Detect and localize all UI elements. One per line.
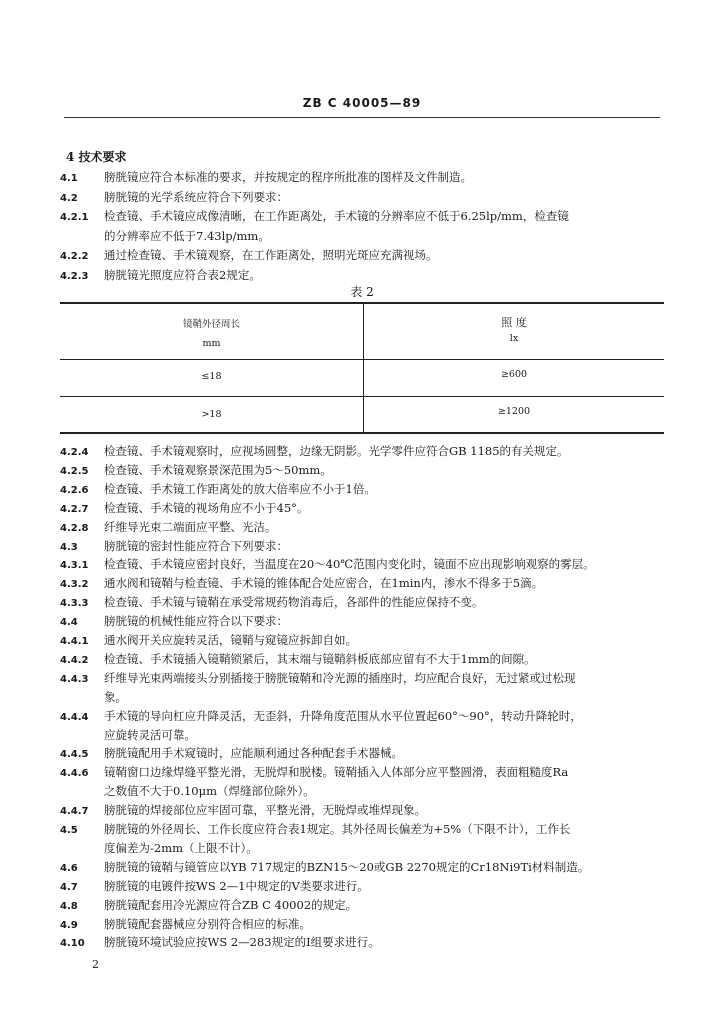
clause-text: 膀胱镜的镜鞘与镜管应以YB 717规定的BZN15～20或GB 2270规定的Cr18Ni9Ti材料制造。 <box>104 859 590 874</box>
table-header-rule <box>60 359 664 360</box>
clause-number: 4.10 <box>60 938 85 950</box>
clause-text: 膀胱镜的密封性能应符合下列要求： <box>104 538 288 553</box>
clause-text: 检查镜、手术镜应密封良好，当温度在20～40℃范围内变化时，镜面不应出现影响观察的雾层。 <box>104 557 595 572</box>
clause-text: 膀胱镜的电镀件按WS 2—1中规定的V类要求进行。 <box>104 878 369 893</box>
clause-line <box>60 669 660 689</box>
clause-text: 纤维导光束两端接头分别插接于膀胱镜鞘和冷光源的插座时，均应配合良好，无过紧或过松现 <box>104 670 576 685</box>
clause-line <box>60 227 660 245</box>
clause-text: 膀胱镜应符合本标准的要求，并按规定的程序所批准的图样及文件制造。 <box>104 170 472 184</box>
clause-text: 检查镜、手术镜与镜鞘在承受常规药物消毒后，各部件的性能应保持不变。 <box>104 595 484 610</box>
clause-number: 4.4.1 <box>60 636 89 647</box>
clause-line <box>60 820 660 840</box>
clause-line <box>60 726 660 744</box>
clause-number: 4.2.2 <box>60 251 89 262</box>
clause-line <box>60 555 660 575</box>
clause-number: 4.4.3 <box>60 673 89 685</box>
table-top-rule <box>60 302 664 304</box>
clause-text: 膀胱镜的焊接部位应牢固可靠，平整光滑，无脱焊或堆焊现象。 <box>104 803 426 818</box>
section-title: 4 技术要求 <box>66 150 127 164</box>
clause-text: 象。 <box>104 689 127 704</box>
clause-line <box>60 782 660 800</box>
clause-line <box>60 877 660 897</box>
clause-line <box>60 763 660 783</box>
clause-text: 度偏差为-2mm（上限不计）。 <box>104 840 258 855</box>
clause-number: 4.3.1 <box>60 560 89 572</box>
table-row-rule <box>60 396 664 397</box>
table-bottom-rule <box>60 432 664 434</box>
clause-line <box>60 896 660 916</box>
clause-text: 通水阀开关应旋转灵活，镜鞘与窥镜应拆卸自如。 <box>104 633 357 647</box>
clause-line <box>60 499 660 519</box>
clause-text: 膀胱镜光照度应符合表2规定。 <box>104 267 261 282</box>
clause-line <box>60 688 660 706</box>
clause-text: 检查镜、手术镜观察景深范围为5～50mm。 <box>104 462 332 477</box>
clause-line <box>60 593 660 613</box>
clause-text: 应旋转灵活可靠。 <box>104 727 196 742</box>
clause-number: 4.7 <box>60 881 78 893</box>
clause-number: 4.2.6 <box>60 484 89 496</box>
clause-line <box>60 188 660 208</box>
clause-line <box>60 933 660 953</box>
clause-text: 通过检查镜、手术镜观察，在工作距离处，照明光斑应充满视场。 <box>104 248 438 262</box>
clause-number: 4.4.4 <box>60 711 89 723</box>
col1-header: 镜鞘外径周长 <box>182 319 240 330</box>
clause-text: 检查镜、手术镜工作距离处的放大倍率应不小于1倍。 <box>104 481 376 496</box>
clause-number: 4.6 <box>60 862 78 874</box>
clause-number: 4.8 <box>60 900 78 912</box>
clause-text: 通水阀和镜鞘与检查镜、手术镜的锥体配合处应密合，在1min内，渗水不得多于5滴。 <box>104 576 544 591</box>
clause-line <box>60 612 660 632</box>
clause-number: 4.4 <box>60 617 78 629</box>
clause-line <box>60 442 660 462</box>
row2-lux: ≥1200 <box>497 406 531 417</box>
clause-text: 的分辨率应不低于7.43lp/mm。 <box>104 228 270 243</box>
clause-text: 膀胱镜的机械性能应符合以下要求： <box>104 614 288 629</box>
clause-text: 膀胱镜的光学系统应符合下列要求： <box>104 189 288 204</box>
clause-number: 4.5 <box>60 825 78 836</box>
clause-text: 检查镜、手术镜插入镜鞘锁紧后，其末端与镜鞘斜板底部应留有不大于1mm的间隙。 <box>104 651 536 666</box>
clause-line <box>60 168 660 188</box>
row1-lux: ≥600 <box>500 369 528 380</box>
clause-number: 4.4.7 <box>60 806 89 818</box>
clause-number: 4.2.5 <box>60 465 89 477</box>
clause-line <box>60 480 660 500</box>
clause-number: 4.1 <box>60 173 78 184</box>
clause-line <box>60 858 660 878</box>
clause-line <box>60 207 660 227</box>
col2-header: 照 度 <box>501 316 527 329</box>
standard-header: ZB C 40005—89 <box>302 96 422 110</box>
clause-number: 4.4.2 <box>60 654 89 666</box>
clause-number: 4.2.7 <box>60 503 89 515</box>
clause-text: 膀胱镜的外径周长、工作长度应符合表1规定。其外径周长偏差为+5%（下限不计），工作长 <box>104 822 571 836</box>
clause-line <box>60 915 660 935</box>
clause-text: 膀胱镜配套用冷光源应符合ZB C 40002的规定。 <box>104 897 358 912</box>
clause-text: 检查镜、手术镜应成像清晰，在工作距离处，手术镜的分辨率应不低于6.25lp/mm，检查镜 <box>104 209 569 223</box>
clause-text: 膀胱镜配用手术窥镜时，应能顺利通过各种配套手术器械。 <box>104 746 403 761</box>
clause-text: 之数值不大于0.10μm（焊缝部位除外）。 <box>104 784 315 799</box>
clause-text: 手术镜的导向杠应升降灵活，无歪斜，升降角度范围从水平位置起60°～90°，转动升降轮时， <box>104 708 582 723</box>
row2-size: >18 <box>201 409 222 420</box>
clause-number: 4.3 <box>60 541 78 553</box>
clause-number: 4.3.3 <box>60 598 89 610</box>
clause-text: 检查镜、手术镜观察时，应视场圆整，边缘无阴影。光学零件应符合GB 1185的有关规定。 <box>104 444 569 458</box>
clause-line <box>60 537 660 557</box>
clause-text: 镜鞘窗口边缘焊缝平整光滑，无脱焊和脱楼。镜鞘插入人体部分应平整圆滑，表面粗糙度Ra <box>104 765 569 780</box>
page-number: 2 <box>92 958 99 971</box>
clause-line <box>60 707 660 727</box>
clause-text: 膀胱镜环境试验应按WS 2—283规定的Ⅰ组要求进行。 <box>104 935 380 950</box>
clause-line <box>60 518 660 538</box>
clause-number: 4.4.5 <box>60 749 89 761</box>
clause-text: 膀胱镜配套器械应分别符合相应的标准。 <box>104 916 311 931</box>
clause-number: 4.2.1 <box>60 212 89 223</box>
col1-unit: mm <box>202 338 221 349</box>
clause-line <box>60 801 660 821</box>
clause-number: 4.9 <box>60 919 78 931</box>
clause-line <box>60 744 660 764</box>
clause-number: 4.2.4 <box>60 447 89 458</box>
col2-unit: lx <box>509 333 519 344</box>
clause-number: 4.3.2 <box>60 579 89 591</box>
clause-number: 4.4.6 <box>60 768 89 780</box>
clause-text: 检查镜、手术镜的视场角应不小于45°。 <box>104 500 309 515</box>
clause-line <box>60 574 660 594</box>
clause-line <box>60 631 660 651</box>
clause-number: 4.2 <box>60 192 78 204</box>
row1-size: ≤18 <box>201 371 222 382</box>
clause-line <box>60 461 660 481</box>
clause-line <box>60 839 660 857</box>
clause-line <box>60 650 660 670</box>
header-rule <box>64 117 660 118</box>
table-caption: 表 2 <box>350 285 374 299</box>
clause-text: 纤维导光束二端面应平整、光洁。 <box>104 519 277 534</box>
clause-line <box>60 246 660 266</box>
clause-number: 4.2.3 <box>60 270 89 282</box>
clause-number: 4.2.8 <box>60 522 89 534</box>
